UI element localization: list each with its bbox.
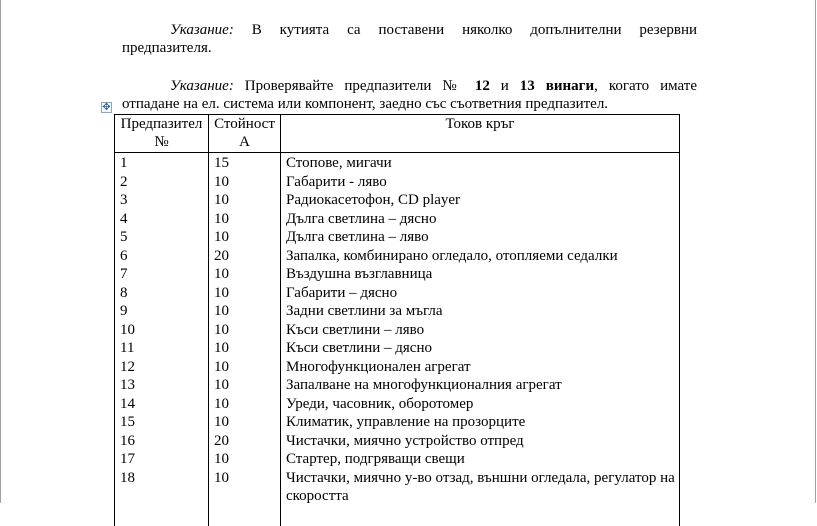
note-text: В кутията са поставени няколко допълнителни резервни — [233, 22, 697, 38]
amp-cell: 10 — [209, 339, 281, 358]
amp-cell: 10 — [209, 413, 281, 432]
fuse-number-cell: 1 — [115, 153, 209, 173]
circuit-cell: Многофункционален агрегат — [281, 358, 680, 377]
circuit-cell: Радиокасетофон, CD player — [281, 191, 680, 210]
fuse-number-cell: 6 — [115, 247, 209, 266]
circuit-cell: Габарити - ляво — [281, 173, 680, 192]
note-label: Указание: — [170, 78, 234, 94]
page-right-edge — [815, 0, 816, 503]
empty-cell — [209, 506, 281, 526]
amp-cell: 10 — [209, 302, 281, 321]
table-row — [115, 358, 680, 377]
table-row — [115, 395, 680, 414]
table-row — [115, 228, 680, 247]
fuse-table — [114, 114, 680, 526]
fuse-number-cell: 18 — [115, 469, 209, 506]
circuit-cell: Въздушна възглавница — [281, 265, 680, 284]
circuit-cell: Запалване на многофункционалния агрегат — [281, 376, 680, 395]
amp-cell: 10 — [209, 210, 281, 229]
circuit-cell: Дълга светлина – дясно — [281, 210, 680, 229]
amp-cell: 10 — [209, 395, 281, 414]
fuse-number-cell: 17 — [115, 450, 209, 469]
note-text: , когато имате — [594, 78, 697, 94]
amp-cell: 10 — [209, 265, 281, 284]
amp-cell: 10 — [209, 321, 281, 340]
circuit-cell: Уреди, часовник, оборотомер — [281, 395, 680, 414]
amp-cell: 10 — [209, 358, 281, 377]
circuit-cell: Къси светлини – ляво — [281, 321, 680, 340]
circuit-cell: Запалка, комбинирано огледало, отопляеми седалки — [281, 247, 680, 266]
fuse-number-cell: 8 — [115, 284, 209, 303]
fuse-number-cell: 12 — [115, 358, 209, 377]
table-row — [115, 191, 680, 210]
table-row — [115, 339, 680, 358]
amp-cell: 10 — [209, 173, 281, 192]
empty-cell — [281, 506, 680, 526]
fuse-number-cell: 14 — [115, 395, 209, 414]
note-reserve-fuses-line1 — [122, 21, 697, 39]
table-row — [115, 210, 680, 229]
amp-cell: 10 — [209, 284, 281, 303]
circuit-cell: Задни светлини за мъгла — [281, 302, 680, 321]
circuit-cell: Дълга светлина – ляво — [281, 228, 680, 247]
note-check-fuses-line1 — [122, 77, 697, 95]
fuse-number-cell: 11 — [115, 339, 209, 358]
page-left-edge — [0, 0, 1, 503]
fuse-number-cell: 15 — [115, 413, 209, 432]
table-row — [115, 247, 680, 266]
table-move-handle-icon[interactable]: ✥ — [102, 101, 111, 113]
amp-cell: 10 — [209, 450, 281, 469]
table-header-row — [115, 115, 680, 153]
note-text — [535, 78, 546, 94]
header-value-amps: Стойност А — [209, 115, 281, 153]
fuse-number-cell: 4 — [115, 210, 209, 229]
note-check-fuses-line2: отпадане на ел. система или компонент, заедно със съответния предпазител. — [122, 96, 609, 112]
amp-cell: 20 — [209, 432, 281, 451]
circuit-cell: Стартер, подгряващи свещи — [281, 450, 680, 469]
note-reserve-fuses-line2: предпазителя. — [122, 40, 212, 56]
header-circuit: Токов кръг — [281, 115, 680, 153]
amp-cell: 10 — [209, 191, 281, 210]
fuse-number-cell: 16 — [115, 432, 209, 451]
circuit-cell: Чистачки, миячно устройство отпред — [281, 432, 680, 451]
fuse-number-cell: 3 — [115, 191, 209, 210]
emphasis-always: винаги — [545, 78, 595, 94]
fuse-number-cell: 13 — [115, 376, 209, 395]
fuse-number: 13 — [519, 78, 535, 94]
amp-cell: 20 — [209, 247, 281, 266]
table-row — [115, 413, 680, 432]
circuit-cell: Чистачки, миячно у-во отзад, външни огледала, регулатор на скоростта — [281, 469, 680, 506]
table-row — [115, 302, 680, 321]
fuse-number: 12 — [474, 78, 490, 94]
table-row — [115, 173, 680, 192]
table-row — [115, 153, 680, 173]
table-row — [115, 284, 680, 303]
table-row — [115, 321, 680, 340]
note-reserve-fuses — [122, 21, 697, 57]
table-row — [115, 432, 680, 451]
fuse-number-cell: 7 — [115, 265, 209, 284]
fuse-number-cell: 2 — [115, 173, 209, 192]
amp-cell: 10 — [209, 469, 281, 506]
note-label: Указание: — [170, 22, 234, 38]
table-row — [115, 265, 680, 284]
note-text: и — [489, 78, 520, 94]
table-row — [115, 450, 680, 469]
fuse-number-cell: 9 — [115, 302, 209, 321]
amp-cell: 15 — [209, 153, 281, 173]
table-row — [115, 469, 680, 506]
note-check-fuses — [122, 77, 697, 113]
table-row — [115, 376, 680, 395]
note-text: Проверявайте предпазители № — [233, 78, 475, 94]
header-fuse-number: Предпазител № — [115, 115, 209, 153]
amp-cell: 10 — [209, 376, 281, 395]
fuse-number-cell: 10 — [115, 321, 209, 340]
empty-cell — [115, 506, 209, 526]
amp-cell: 10 — [209, 228, 281, 247]
circuit-cell: Габарити – дясно — [281, 284, 680, 303]
circuit-cell: Къси светлини – дясно — [281, 339, 680, 358]
fuse-number-cell: 5 — [115, 228, 209, 247]
table-row-next — [115, 506, 680, 526]
circuit-cell: Стопове, мигачи — [281, 153, 680, 173]
circuit-cell: Климатик, управление на прозорците — [281, 413, 680, 432]
